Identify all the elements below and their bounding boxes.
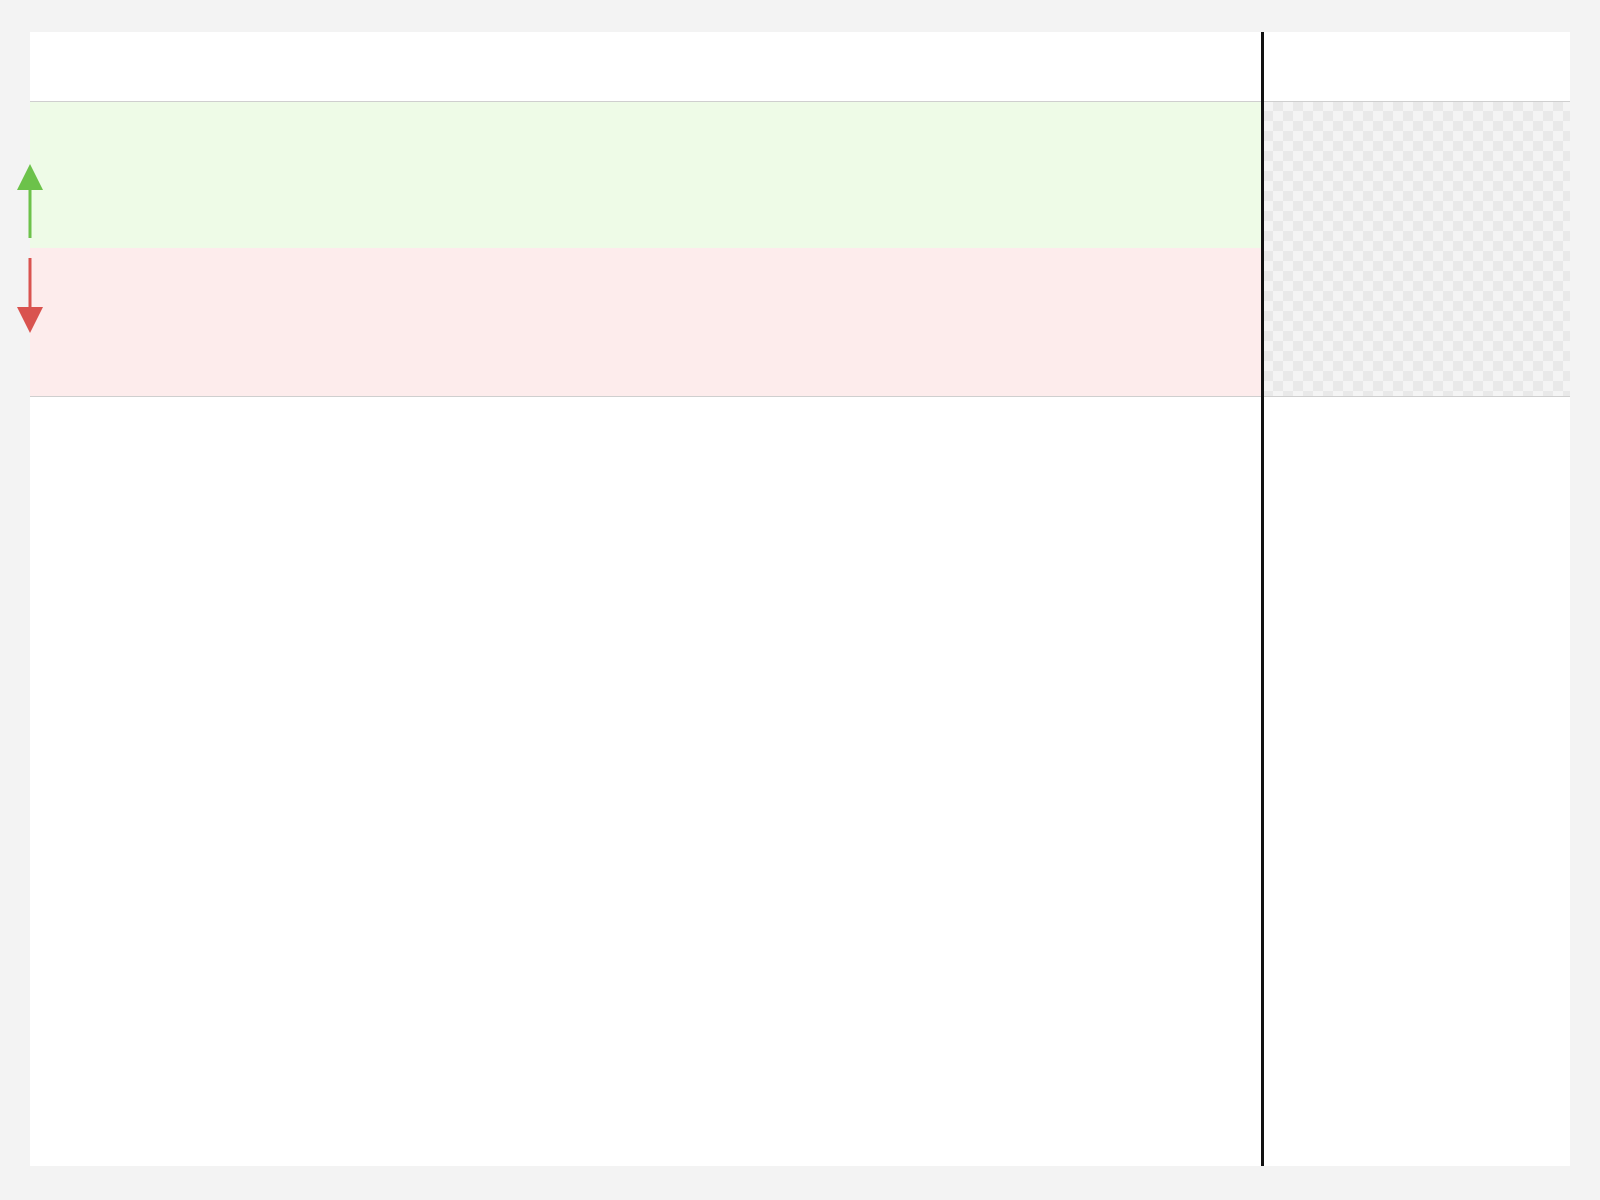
header-divider [30, 101, 1570, 102]
section-separator [1261, 32, 1264, 1166]
emotion-divider [30, 396, 1570, 397]
positive-emotion-band [30, 101, 1263, 248]
negative-emotion-band [30, 248, 1263, 396]
empty-emotion-area [1263, 101, 1570, 396]
